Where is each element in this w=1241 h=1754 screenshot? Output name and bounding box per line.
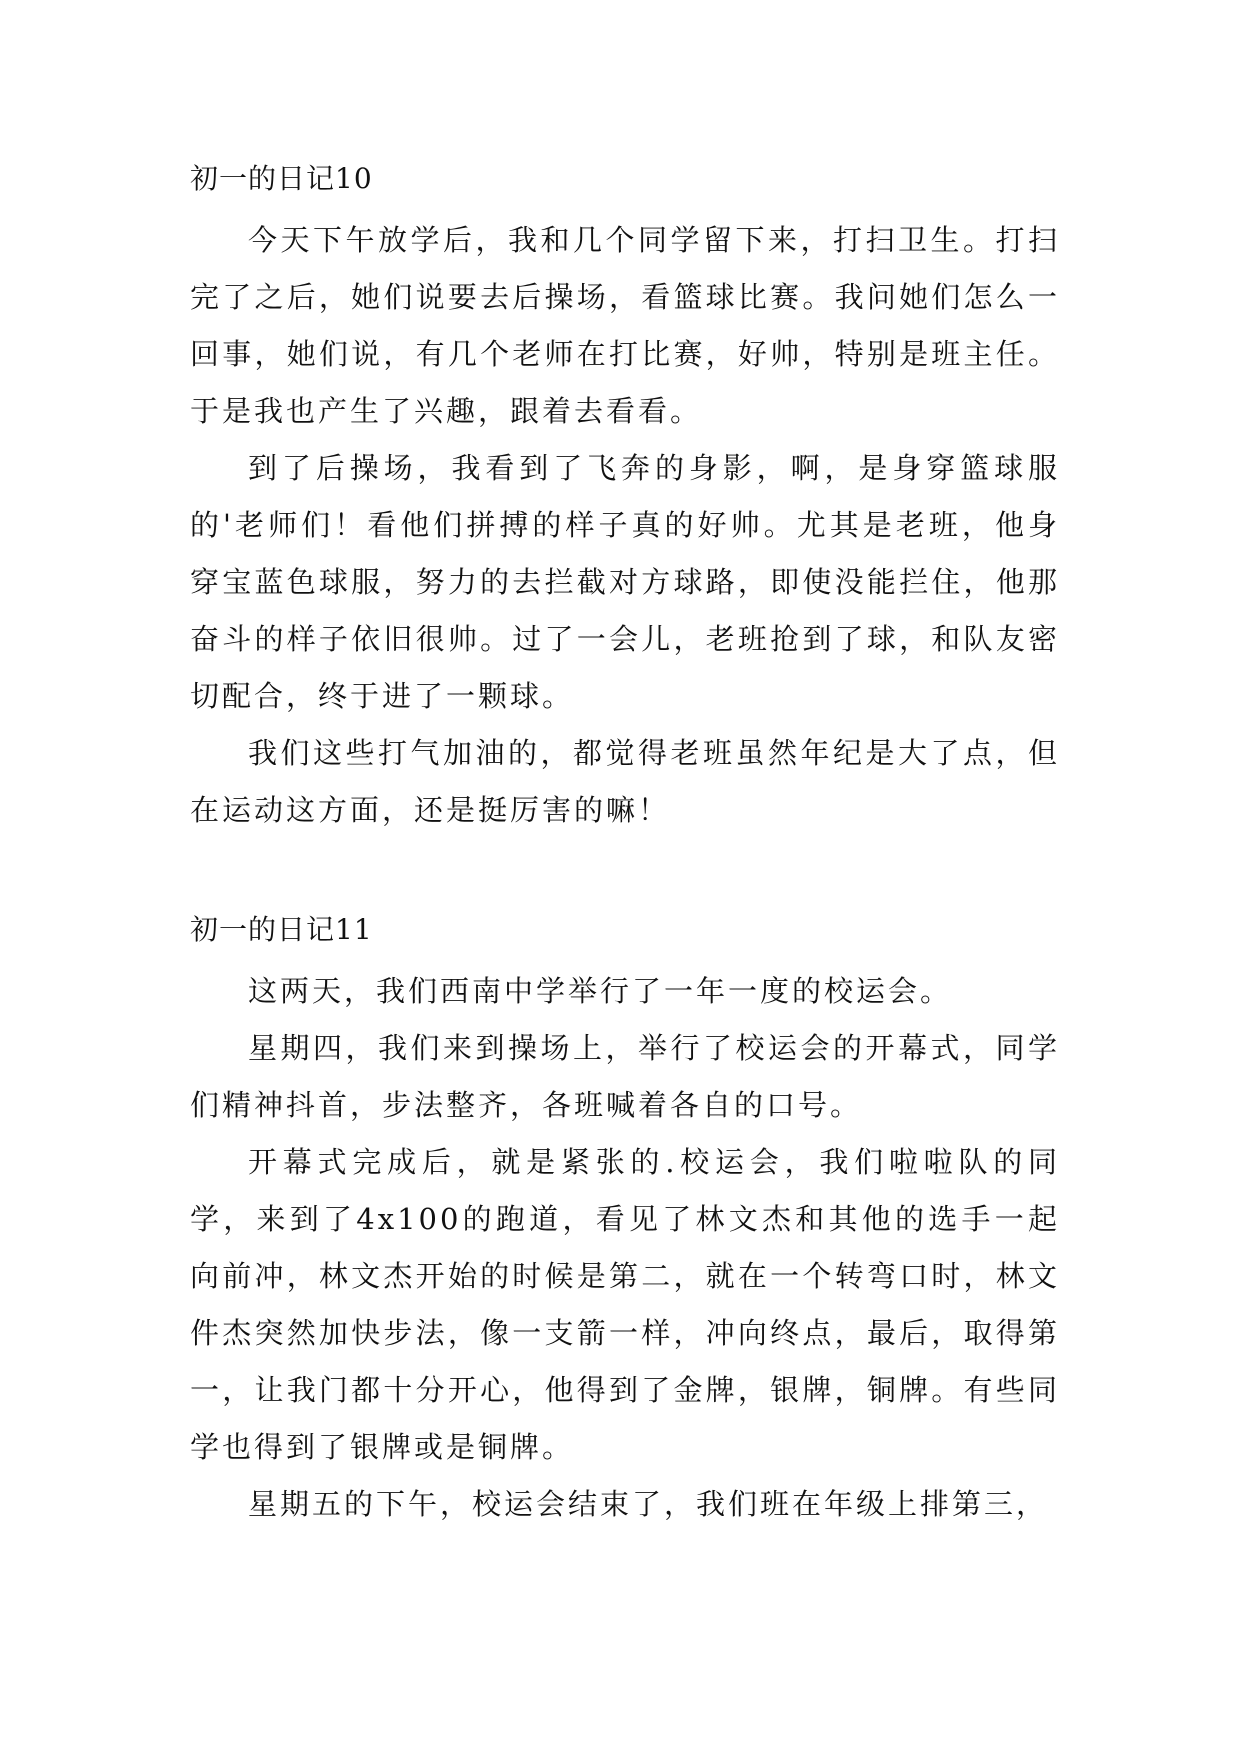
paragraph: 星期五的下午，校运会结束了，我们班在年级上排第三， bbox=[248, 1487, 1049, 1521]
diary-entry bbox=[190, 158, 1060, 839]
document-body bbox=[190, 158, 1060, 1533]
paragraph: 我们这些打气加油的，都觉得老班虽然年纪是大了点，但在运动这方面，还是挺厉害的嘛！ bbox=[190, 736, 1060, 827]
diary-entry bbox=[190, 909, 1060, 1533]
paragraph: 到了后操场，我看到了飞奔的身影，啊，是身穿篮球服的'老师们！看他们拼搏的样子真的好帅。尤其是老班，他身穿宝蓝色球服，努力的去拦截对方球路，即使没能拦住，他那奋斗的样子依旧很帅。过了一会儿，老班抢到了球，和队友密切配合，终于进了一颗球。 bbox=[190, 451, 1060, 713]
paragraph: 星期四，我们来到操场上，举行了校运会的开幕式，同学们精神抖首，步法整齐，各班喊着各自的口号。 bbox=[190, 1031, 1060, 1122]
paragraph: 这两天，我们西南中学举行了一年一度的校运会。 bbox=[248, 974, 953, 1008]
entry-title: 初一的日记10 bbox=[190, 162, 373, 195]
entry-title: 初一的日记11 bbox=[190, 913, 373, 946]
paragraph: 今天下午放学后，我和几个同学留下来，打扫卫生。打扫完了之后，她们说要去后操场，看篮球比赛。我问她们怎么一回事，她们说，有几个老师在打比赛，好帅，特别是班主任。于是我也产生了兴趣，跟着去看看。 bbox=[190, 223, 1060, 428]
paragraph: 开幕式完成后，就是紧张的.校运会，我们啦啦队的同学，来到了4x100的跑道，看见了林文杰和其他的选手一起向前冲，林文杰开始的时候是第二，就在一个转弯口时，林文件杰突然加快步法，像一支箭一样，冲向终点，最后，取得第一，让我门都十分开心，他得到了金牌，银牌，铜牌。有些同学也得到了银牌或是铜牌。 bbox=[190, 1145, 1060, 1464]
